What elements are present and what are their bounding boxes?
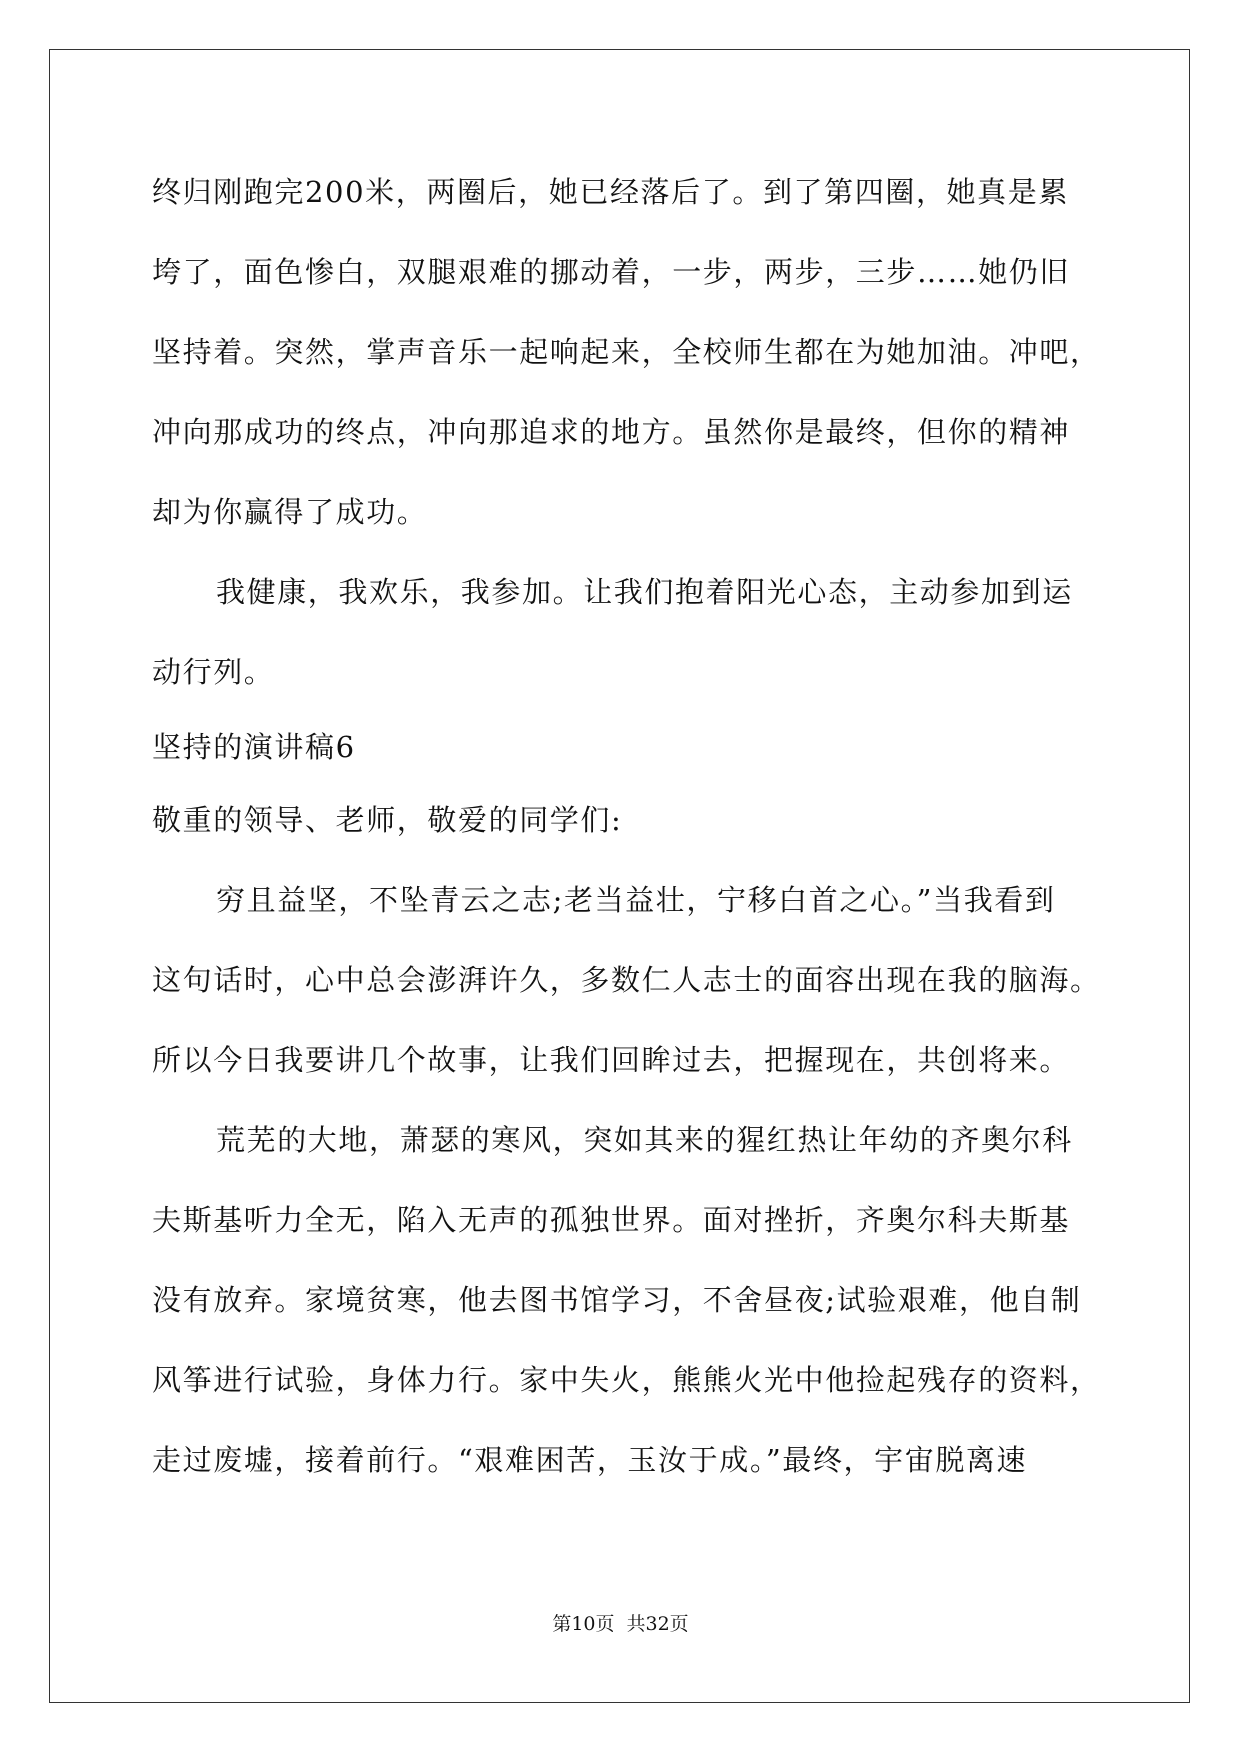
body-line: 风筝进行试验，身体力行。家中失火，熊熊火光中他捡起残存的资料， (152, 1363, 1101, 1397)
body-line: 没有放弃。家境贫寒，他去图书馆学习，不舍昼夜;试验艰难，他自制 (152, 1283, 1082, 1317)
salutation-line: 敬重的领导、老师，敬爱的同学们: (152, 803, 623, 837)
body-line: 夫斯基听力全无，陷入无声的孤独世界。面对挫折，齐奥尔科夫斯基 (152, 1203, 1071, 1237)
paragraph-start-line: 我健康，我欢乐，我参加。让我们抱着阳光心态，主动参加到运 (216, 575, 1073, 609)
body-line: 动行列。 (152, 655, 275, 689)
body-line: 坚持着。突然，掌声音乐一起响起来，全校师生都在为她加油。冲吧， (152, 335, 1101, 369)
page-total: 共32页 (626, 1613, 689, 1635)
body-line: 这句话时，心中总会澎湃许久，多数仁人志士的面容出现在我的脑海。 (152, 963, 1101, 997)
body-line: 走过废墟，接着前行。“艰难困苦，玉汝于成。”最终，宇宙脱离速 (152, 1443, 1028, 1477)
body-line: 终归刚跑完200米，两圈后，她已经落后了。到了第四圈，她真是累 (152, 175, 1069, 209)
body-line: 垮了，面色惨白，双腿艰难的挪动着，一步，两步，三步……她仍旧 (152, 255, 1071, 289)
body-line: 却为你赢得了成功。 (152, 495, 428, 529)
section-heading: 坚持的演讲稿6 (152, 730, 356, 764)
paragraph-start-line: 荒芜的大地，萧瑟的寒风，突如其来的猩红热让年幼的齐奥尔科 (216, 1123, 1073, 1157)
page-number: 第10页 (552, 1613, 615, 1635)
body-line: 冲向那成功的终点，冲向那追求的地方。虽然你是最终，但你的精神 (152, 415, 1071, 449)
page-footer (0, 1612, 1241, 1636)
body-line: 所以今日我要讲几个故事，让我们回眸过去，把握现在，共创将来。 (152, 1043, 1071, 1077)
paragraph-start-line: 穷且益坚，不坠青云之志;老当益壮，宁移白首之心。”当我看到 (216, 883, 1056, 917)
